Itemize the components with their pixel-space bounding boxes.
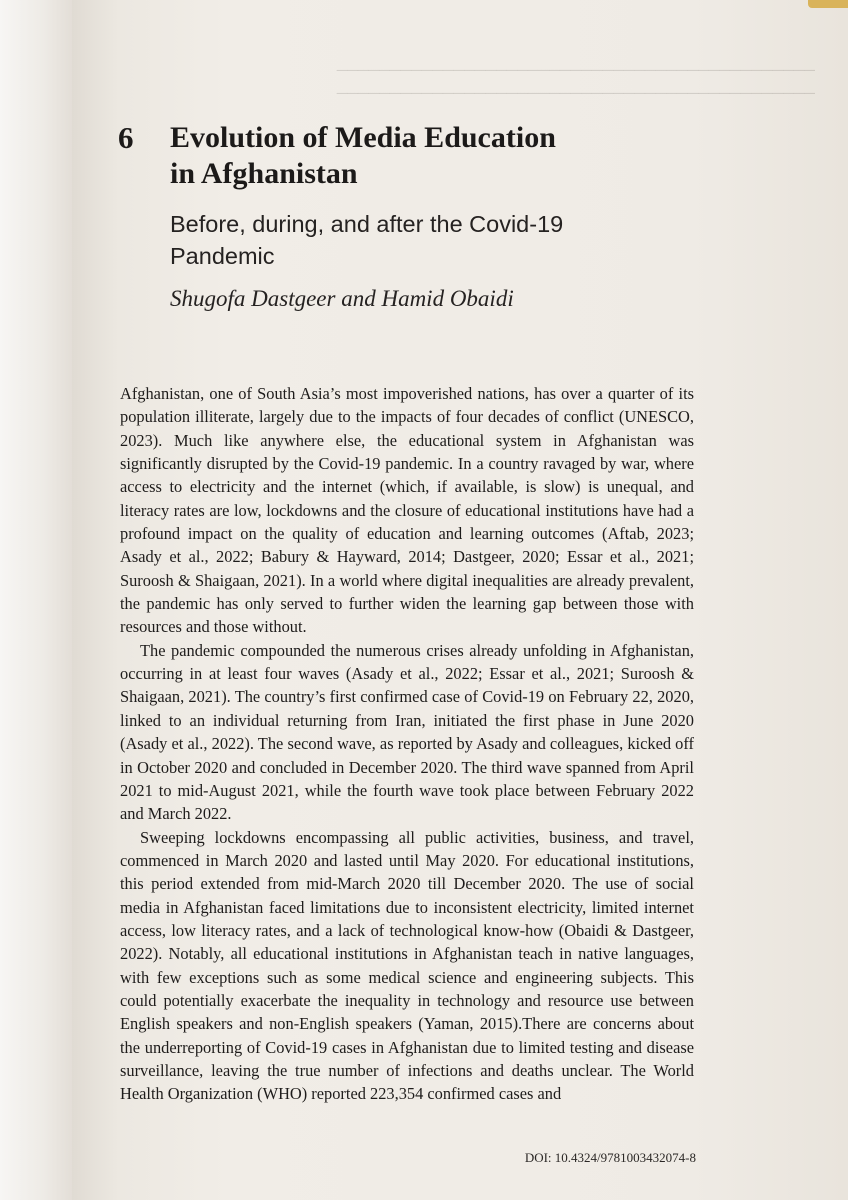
doi-footer: DOI: 10.4324/9781003432074-8 [524,1150,696,1165]
page-corner-tab [808,0,848,8]
body-text [120,382,694,1106]
show-through-text: ───────────────────────────────────────────── ───────────────────────────────────────────── [336,63,815,102]
chapter-subtitle: Before, during, and after the Covid-19 Pandemic [170,211,564,269]
paragraph: Afghanistan, one of South Asia’s most impoverished nations, has over a quarter of its population illiterate, largely due to the impacts of four decades of conflict (UNESCO, 2023). Much like anywhere else, the educational system in Afghanistan was significantly disrupted by the Covid-19 pandemic. In a country ravaged by war, where access to electricity and the internet (which, if available, is slow) is unequal, and literacy rates are low, lockdowns and the closure of educational institutions have had a profound impact on the quality of education and learning outcomes (Aftab, 2023; Asady et al., 2022; Babury & Hayward, 2014; Dastgeer, 2020; Essar et al., 2021; Suroosh & Shaigaan, 2021). In a world where digital inequalities are already prevalent, the pandemic has only served to further widen the learning gap between those with resources and those without. [120,384,694,637]
scan-margin [0,0,72,1200]
chapter-authors: Shugofa Dastgeer and Hamid Obaidi [170,286,514,311]
paragraph: The pandemic compounded the numerous crises already unfolding in Afghanistan, occurring in at least four waves (Asady et al., 2022; Essar et al., 2021; Suroosh & Shaigaan, 2021). The country’s first confirmed case of Covid-19 on February 22, 2020, linked to an individual returning from Iran, initiated the first phase in June 2020 (Asady et al., 2022). The second wave, as reported by Asady and colleagues, kicked off in October 2020 and concluded in December 2020. The third wave spanned from April 2021 to mid-August 2021, while the fourth wave took place between February 2022 and March 2022. [120,640,694,824]
chapter-heading [118,120,678,312]
chapter-title: Evolution of Media Education in Afghanistan [170,121,556,190]
paragraph: Sweeping lockdowns encompassing all public activities, business, and travel, commenced in March 2020 and lasted until May 2020. For educational institutions, this period extended from mid-March 2020 till December 2020. The use of social media in Afghanistan faced limitations due to inconsistent electricity, limited internet access, low literacy rates, and a lack of technological know-how (Obaidi & Dastgeer, 2022). Notably, all educational institutions in Afghanistan teach in native languages, with few exceptions such as some medical science and engineering subjects. This could potentially exacerbate the inequality in technology and resource use between English speakers and non-English speakers (Yaman, 2015).There are concerns about the underreporting of Covid-19 cases in Afghanistan due to limited testing and disease surveillance, leaving the true number of infections and deaths unclear. The World Health Organization (WHO) reported 223,354 confirmed cases and [120,827,694,1104]
chapter-number: 6 [118,120,134,155]
